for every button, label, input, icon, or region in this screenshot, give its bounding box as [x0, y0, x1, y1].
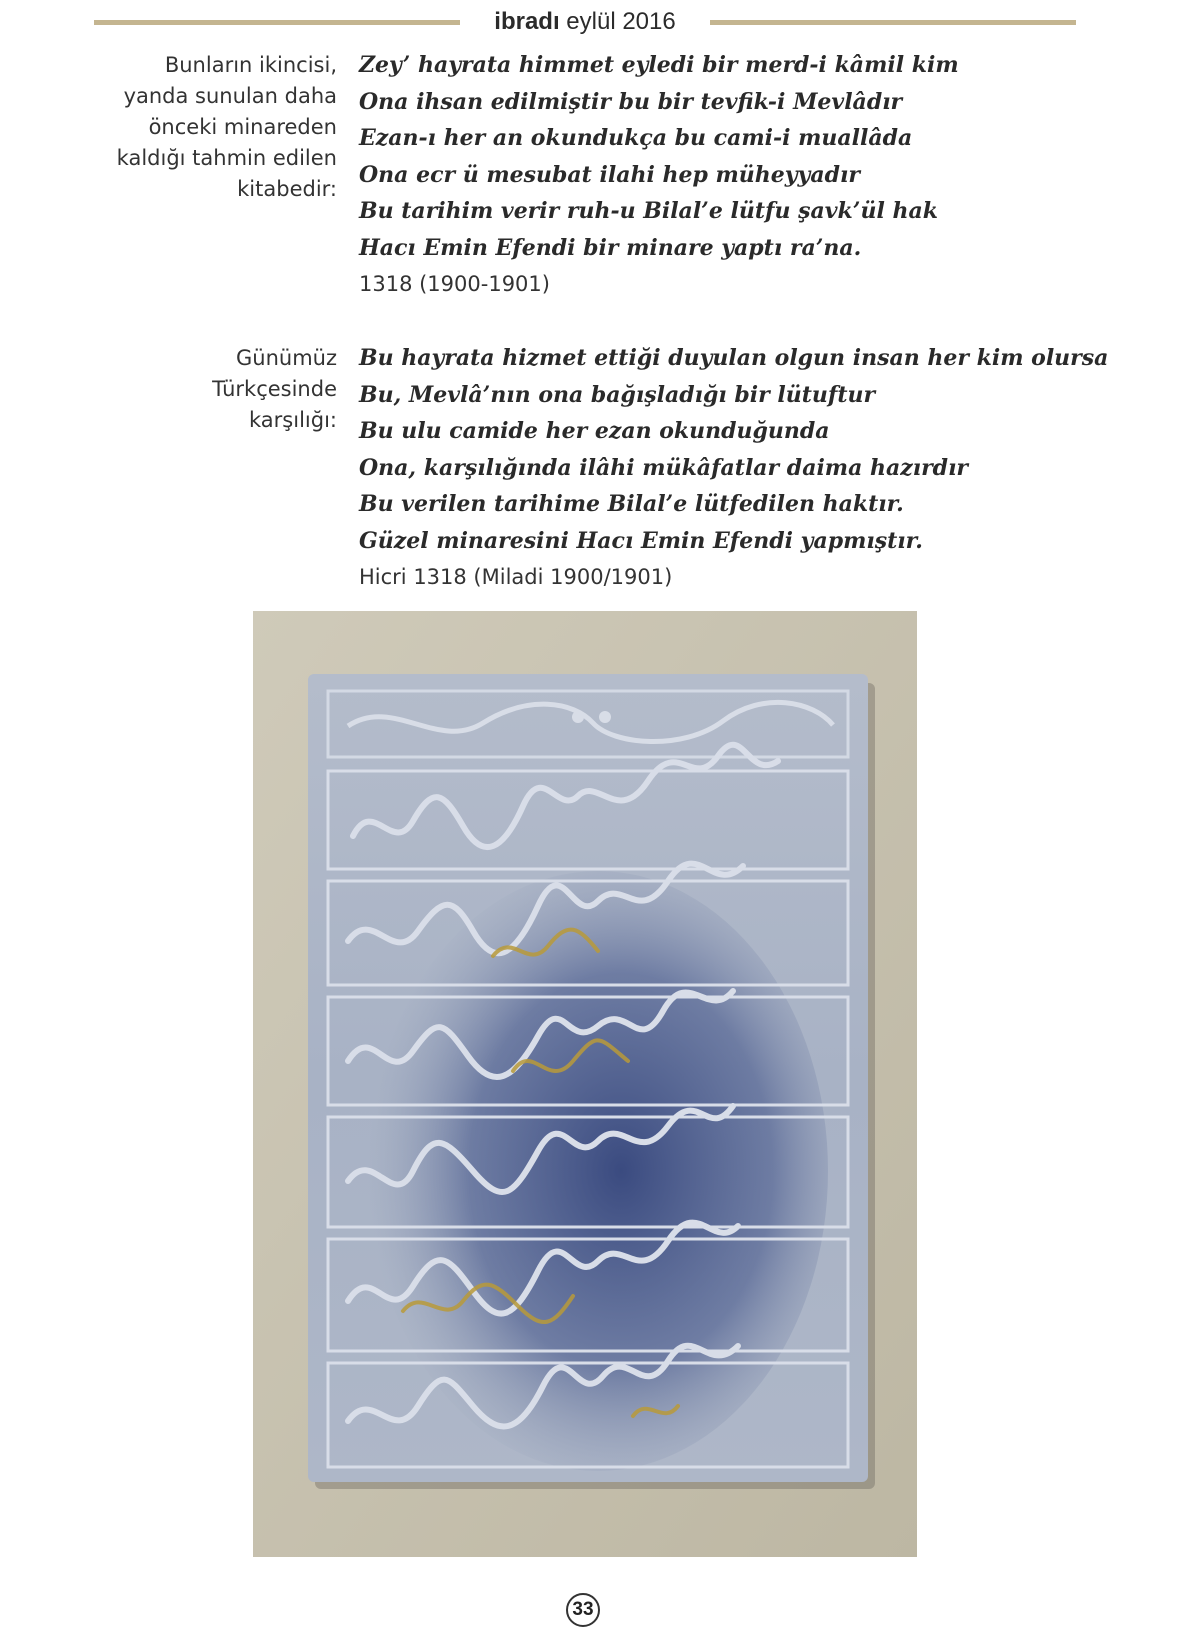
side-note-line: kitabedir:: [237, 177, 337, 201]
verse-modern: [359, 340, 1159, 595]
page-number: 33: [566, 1593, 600, 1627]
verse-date: 1318 (1900-1901): [359, 272, 550, 296]
inscription-plaque-image: [253, 611, 917, 1557]
side-note-line: Türkçesinde: [212, 377, 337, 401]
verse-date: Hicri 1318 (Miladi 1900/1901): [359, 565, 673, 589]
side-note-line: Günümüz: [236, 346, 337, 370]
verse-line: Bu hayrata hizmet ettiği duyulan olgun insan her kim olursa: [359, 345, 1109, 371]
verse-line: Bu verilen tarihime Bilal’e lütfedilen haktır.: [359, 491, 904, 517]
verse-original: [359, 47, 1159, 302]
side-note-line: Bunların ikincisi,: [164, 53, 337, 77]
header-rule-right: [710, 20, 1076, 25]
verse-line: Ona ecr ü mesubat ilahi hep müheyyadır: [359, 161, 860, 188]
page-header: [94, 6, 1076, 38]
verse-line: Güzel minaresini Hacı Emin Efendi yapmıştır.: [359, 527, 923, 554]
verse-line: Ezan-ı her an okundukça bu cami-i muallâda: [359, 125, 913, 151]
verse-line: Bu ulu camide her ezan okunduğunda: [359, 418, 830, 444]
side-note-line: önceki minareden: [148, 115, 337, 139]
verse-line: Bu, Mevlâ’nın ona bağışladığı bir lütuftur: [359, 381, 876, 408]
verse-line: Zey’ hayrata himmet eyledi bir merd-i kâmil kim: [359, 52, 959, 78]
side-note-modern: [60, 343, 337, 436]
verse-line: Hacı Emin Efendi bir minare yaptı ra’na.: [359, 234, 862, 261]
side-note-original: [60, 50, 337, 205]
side-note-line: kaldığı tahmin edilen: [116, 146, 337, 170]
inscription-photo: [253, 611, 917, 1557]
side-note-line: karşılığı:: [249, 408, 337, 432]
verse-line: Ona, karşılığında ilâhi mükâfatlar daima hazırdır: [359, 454, 969, 481]
verse-line: Ona ihsan edilmiştir bu bir tevfik-i Mevlâdır: [359, 88, 903, 115]
side-note-line: yanda sunulan daha: [123, 84, 337, 108]
magazine-name: ibradı: [494, 8, 560, 35]
verse-line: Bu tarihim verir ruh-u Bilal’e lütfu şavk’ül hak: [359, 198, 938, 224]
issue-date: eylül 2016: [566, 8, 676, 35]
